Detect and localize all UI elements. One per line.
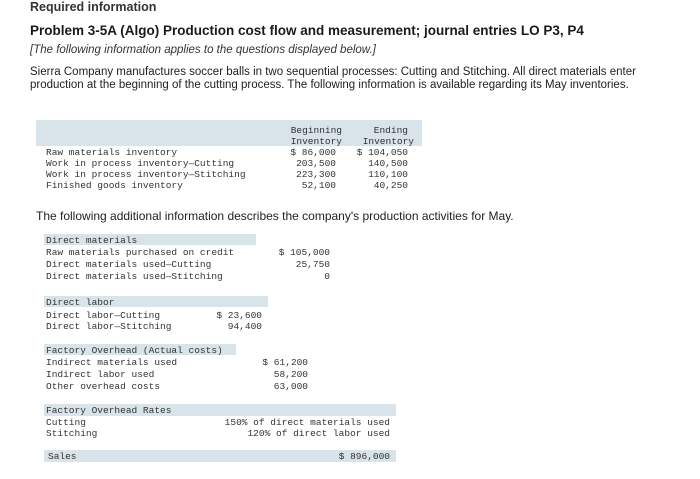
- inv-row-beginning: 52,100: [301, 180, 336, 191]
- inv-row-label: Raw materials inventory: [46, 147, 178, 158]
- oh-row-label: Indirect materials used: [46, 357, 178, 368]
- rate-row-label: Stitching: [46, 428, 98, 439]
- col-beginning-line2: Inventory: [290, 136, 342, 147]
- dl-row-value: 94,400: [227, 321, 262, 332]
- oh-row-label: Indirect labor used: [46, 369, 155, 380]
- direct-labor-heading: Direct labor: [46, 297, 115, 308]
- additional-info-text: The following additional information describes the company's production activities for May.: [36, 209, 514, 223]
- inv-row-ending: 140,500: [368, 158, 408, 169]
- rate-row-label: Cutting: [46, 417, 86, 428]
- oh-row-value: 63,000: [273, 381, 308, 392]
- problem-intro: Sierra Company manufactures soccer balls in two sequential processes: Cutting and Stitching. All direct materials enter production at the beginning of the cutting process. The following information is available regarding its May inventories.: [30, 66, 636, 91]
- dm-row-label: Direct materials used—Cutting: [46, 259, 212, 270]
- inv-row-label: Work in process inventory—Stitching: [46, 169, 246, 180]
- inv-row-ending: $ 104,050: [356, 147, 408, 158]
- sales-label: Sales: [48, 451, 77, 462]
- dl-row-value: $ 23,600: [216, 310, 262, 321]
- rate-row-value: 120% of direct labor used: [247, 428, 390, 439]
- rate-row-value: 150% of direct materials used: [224, 417, 390, 428]
- oh-row-value: $ 61,200: [262, 357, 308, 368]
- sales-value: $ 896,000: [338, 451, 390, 462]
- inv-row-ending: 110,100: [368, 169, 408, 180]
- inv-row-label: Work in process inventory—Cutting: [46, 158, 235, 169]
- dl-row-label: Direct labor—Stitching: [46, 321, 172, 332]
- dl-row-label: Direct labor—Cutting: [46, 310, 161, 321]
- inv-row-label: Finished goods inventory: [46, 180, 183, 191]
- dm-row-value: 0: [324, 271, 330, 282]
- required-information-label: Required information: [30, 0, 157, 14]
- oh-row-label: Other overhead costs: [46, 381, 161, 392]
- col-ending-line1: Ending: [373, 125, 408, 136]
- inv-row-beginning: $ 86,000: [290, 147, 336, 158]
- oh-row-value: 58,200: [273, 369, 308, 380]
- overhead-rates-heading: Factory Overhead Rates: [46, 405, 172, 416]
- problem-title: Problem 3-5A (Algo) Production cost flow and measurement; journal entries LO P3, P4: [30, 23, 584, 38]
- overhead-heading: Factory Overhead (Actual costs): [46, 345, 223, 356]
- dm-row-label: Direct materials used—Stitching: [46, 271, 223, 282]
- dm-row-label: Raw materials purchased on credit: [46, 247, 235, 258]
- dm-row-value: 25,750: [295, 259, 330, 270]
- col-beginning-line1: Beginning: [290, 125, 342, 136]
- info-note: [The following information applies to the questions displayed below.]: [30, 44, 376, 56]
- inv-row-beginning: 223,300: [296, 169, 336, 180]
- col-ending-line2: Inventory: [362, 136, 414, 147]
- direct-materials-heading: Direct materials: [46, 235, 138, 246]
- inv-row-beginning: 203,500: [296, 158, 336, 169]
- dm-row-value: $ 105,000: [278, 247, 330, 258]
- inv-row-ending: 40,250: [373, 180, 408, 191]
